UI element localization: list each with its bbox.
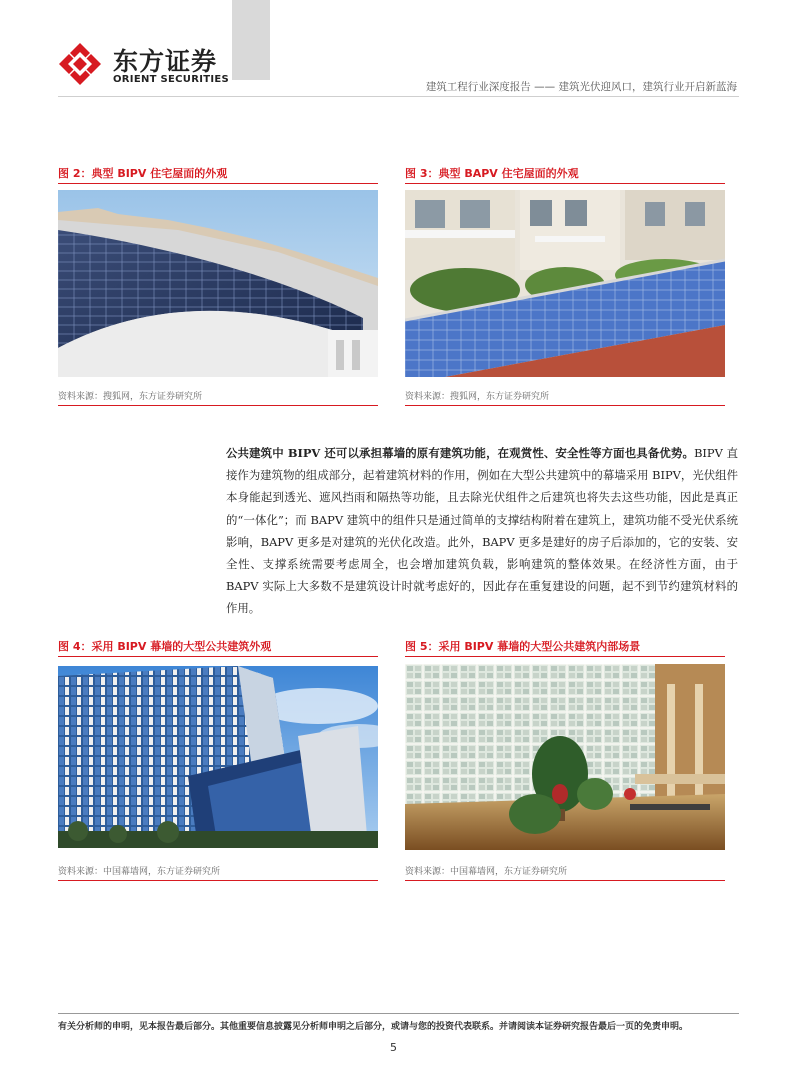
figure-5-top-rule (405, 656, 725, 657)
figure-2-source: 资料来源：搜狐网，东方证券研究所 (58, 392, 203, 402)
figure-4-top-rule (58, 656, 378, 657)
figure-4-photo (58, 666, 378, 848)
body-paragraph (226, 442, 738, 620)
page-number: 5 (390, 1041, 397, 1054)
body-lead-sentence: 公共建筑中 BIPV 还可以承担幕墙的原有建筑功能，在观赏性、安全性等方面也具备优势。 (226, 446, 695, 460)
figure-3-top-rule (405, 183, 725, 184)
orient-securities-logo-icon (58, 42, 102, 86)
figure-2-title: 图 2：典型 BIPV 住宅屋面的外观 (58, 167, 228, 180)
figure-5-photo (405, 664, 725, 850)
figure-4-bottom-rule (58, 880, 378, 881)
body-text: BIPV 直接作为建筑物的组成部分，起着建筑材料的作用，例如在大型公共建筑中的幕墙采用 BIPV，光伏组件本身能起到透光、遮风挡雨和隔热等功能，且去除光伏组件之后建筑也将失去这些功能，因此是真正的“一体化”；而 BAPV 建筑中的组件只是通过简单的支撑结构附着在建筑上，建筑功能不受光伏系统影响，BAPV 更多是对建筑的光伏化改造。此外，BAPV 更多是建好的房子后添加的，它的安装、安全性、支撑系统需要考虑周全，也会增加建筑负载，影响建筑的整体效果。在经济性方面，由于 BAPV 实际上大多数不是建筑设计时就考虑好的，因此存在重复建设的问题，起不到节约建筑材料的作用。 (226, 446, 738, 616)
figure-3-bottom-rule (405, 405, 725, 406)
figure-5-source: 资料来源：中国幕墙网，东方证券研究所 (405, 867, 568, 877)
figure-4-title: 图 4：采用 BIPV 幕墙的大型公共建筑外观 (58, 640, 272, 653)
figure-4-source: 资料来源：中国幕墙网，东方证券研究所 (58, 867, 221, 877)
footer-divider (58, 1013, 739, 1014)
figure-2-bottom-rule (58, 405, 378, 406)
report-subtitle: 建筑工程行业深度报告 —— 建筑光伏迎风口，建筑行业开启新蓝海 (425, 81, 737, 93)
figure-5-bottom-rule (405, 880, 725, 881)
figure-2-top-rule (58, 183, 378, 184)
figure-3-title: 图 3：典型 BAPV 住宅屋面的外观 (405, 167, 579, 180)
figure-5-title: 图 5：采用 BIPV 幕墙的大型公共建筑内部场景 (405, 640, 641, 653)
header-divider (58, 96, 739, 97)
logo-english-name: ORIENT SECURITIES (113, 74, 230, 85)
figure-3-source: 资料来源：搜狐网，东方证券研究所 (405, 392, 550, 402)
figure-2-photo (58, 190, 378, 377)
logo-chinese-name: 东方证券 (113, 47, 218, 76)
analyst-disclaimer: 有关分析师的申明，见本报告最后部分。其他重要信息披露见分析师申明之后部分，或请与您的投资代表联系。并请阅读本证券研究报告最后一页的免责申明。 (58, 1022, 689, 1032)
figure-3-photo (405, 190, 725, 377)
header-accent-bar (232, 0, 270, 80)
